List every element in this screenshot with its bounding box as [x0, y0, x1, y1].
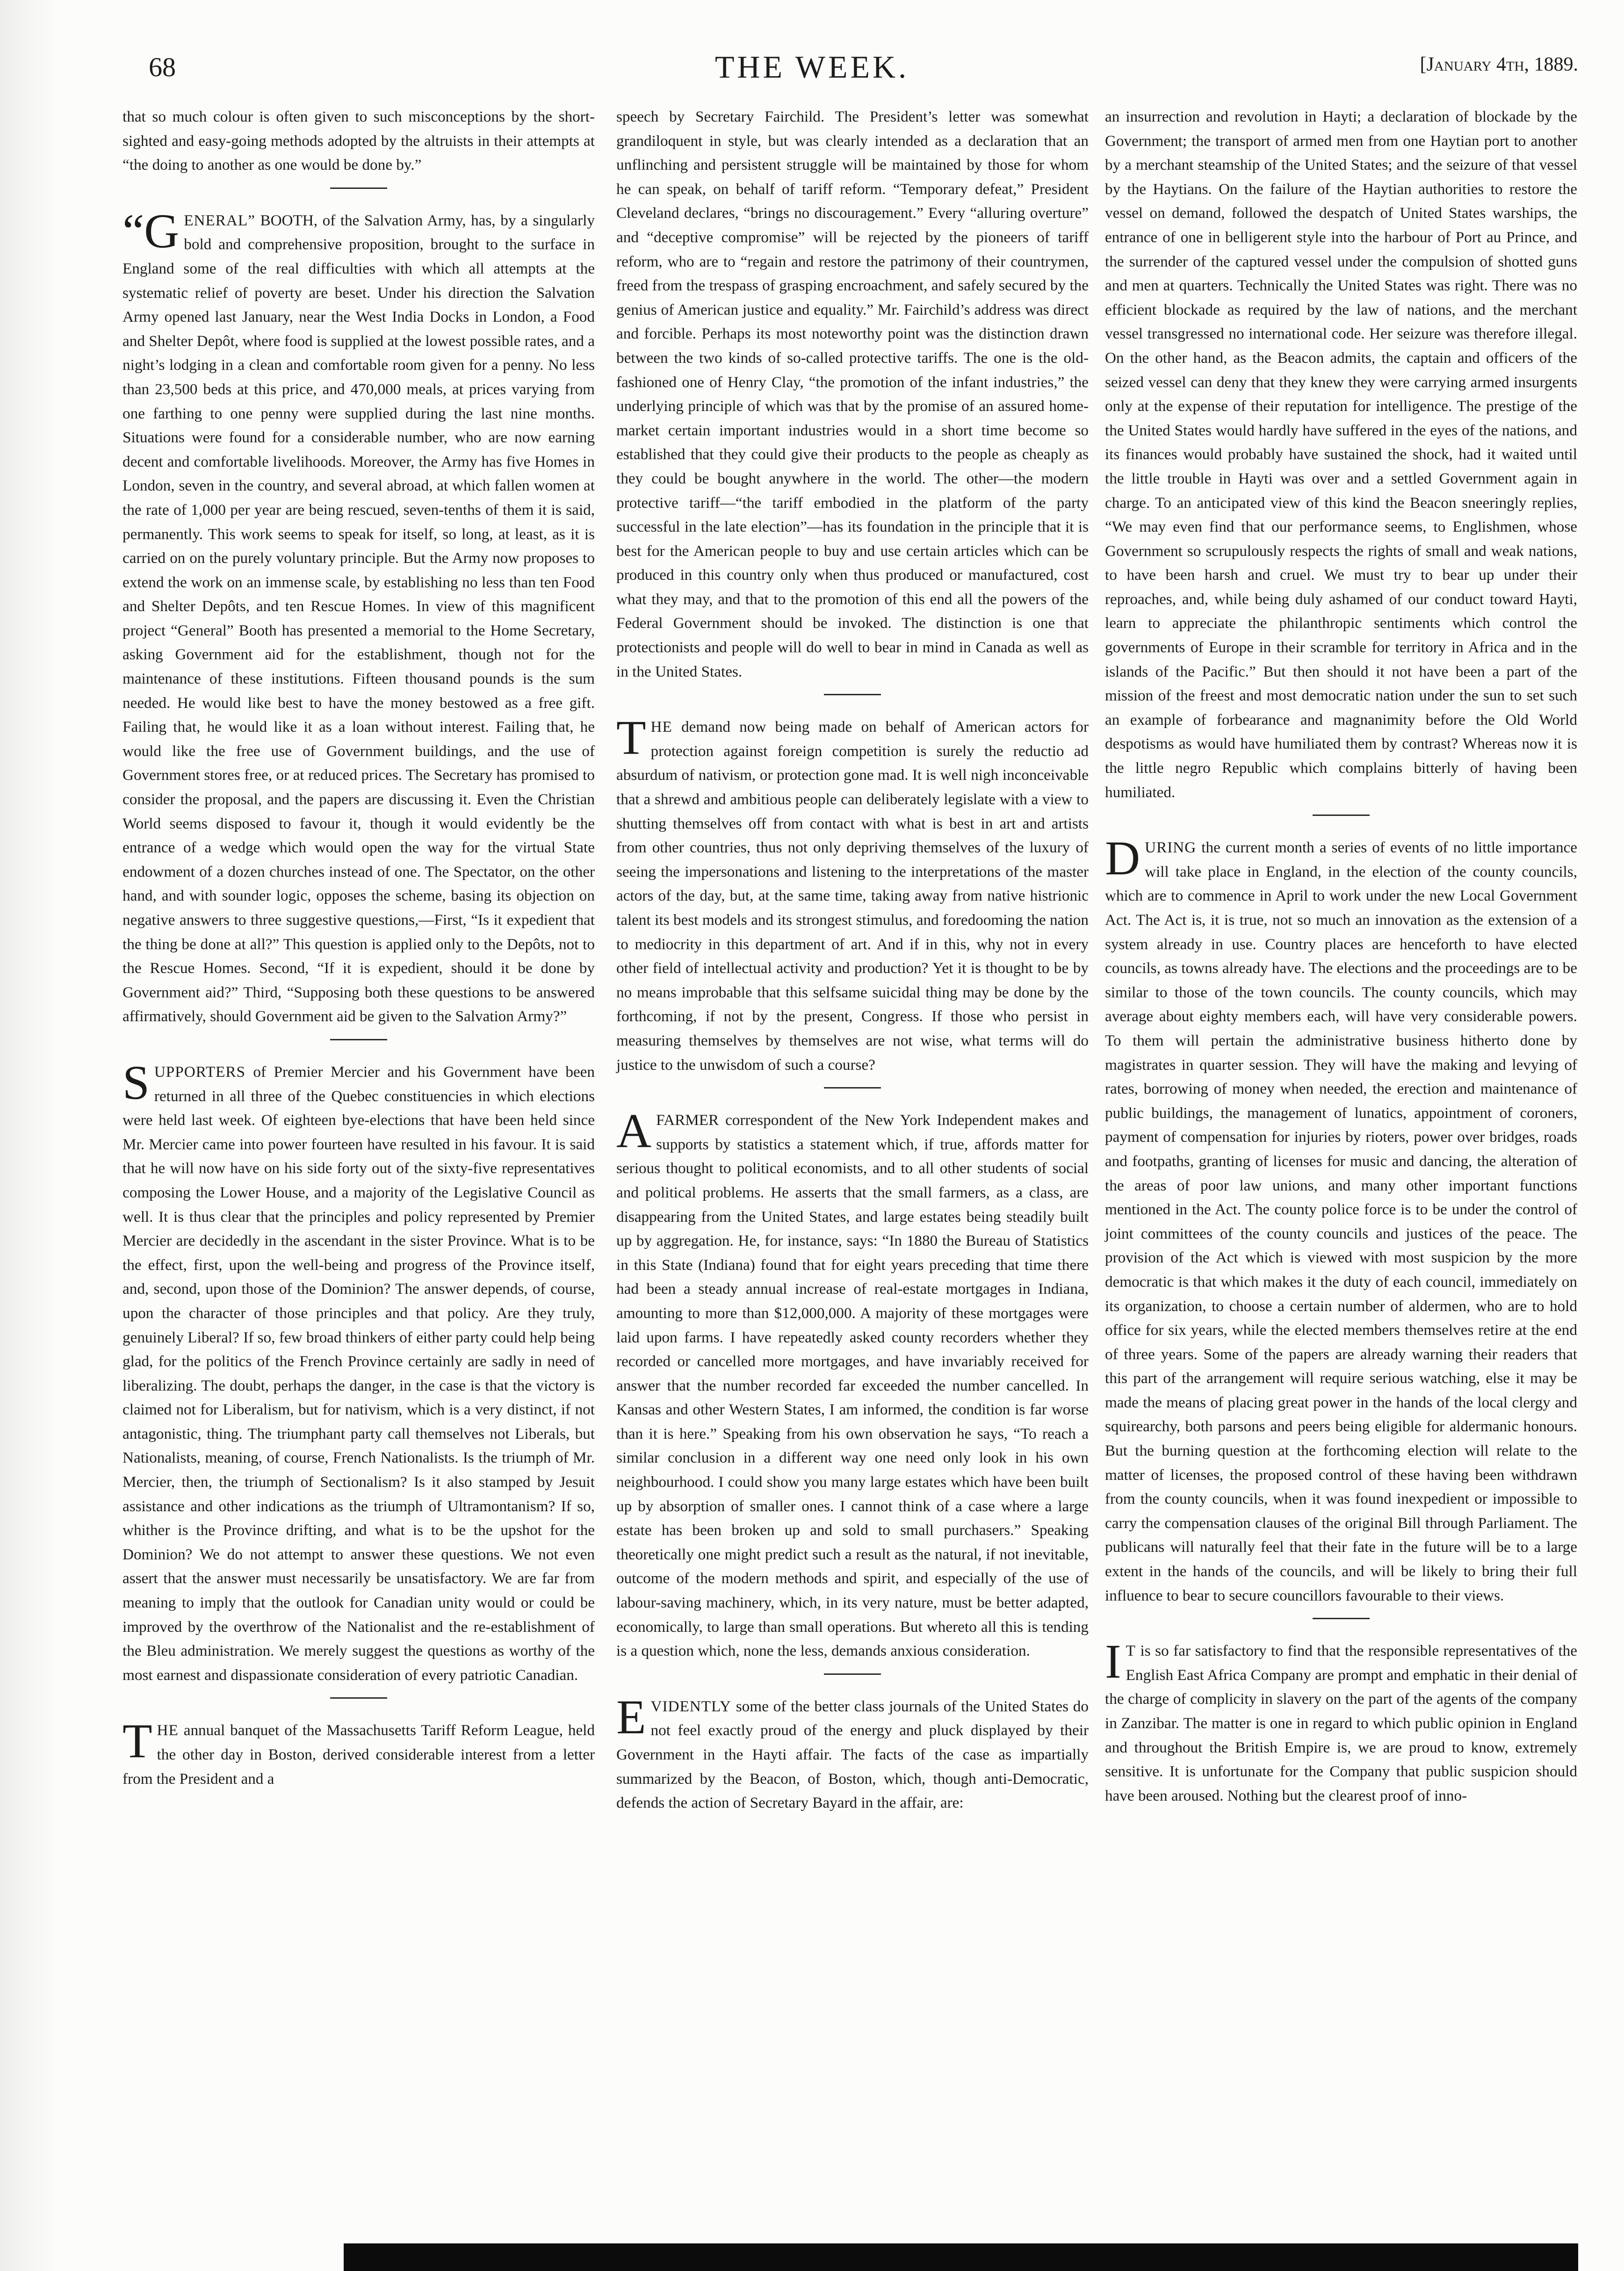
scan-edge-shadow [344, 2243, 1578, 2271]
drop-cap: D [1105, 831, 1140, 886]
article-text: annual banquet of the Massachusetts Tariff Reform League, held the other day in Boston, derived considerable interest from a letter from the President and a [123, 1722, 595, 1788]
article-altruists-continuation [123, 105, 595, 177]
section-divider [824, 1087, 881, 1089]
article-east-africa-company [1105, 1635, 1577, 1808]
article-body [123, 105, 595, 177]
drop-cap: I [1105, 1635, 1121, 1689]
article-body [1105, 105, 1577, 804]
section-divider [330, 1697, 387, 1699]
page-header [0, 33, 1624, 89]
page-number: 68 [149, 52, 176, 82]
drop-cap: T [616, 711, 646, 765]
article-general-booth [123, 204, 595, 1029]
article-farmer-correspondent [616, 1104, 1089, 1663]
section-divider [824, 1673, 881, 1675]
article-text: FARMER correspondent of the New York Independent makes and supports by statistics a statement which, if true, affords matter for serious thought to political economists, and to all other students of social and political problems. He asserts that the small farmers, as a class, are disappearing from the United States, and large estates being steadily built up by aggregation. He, for instance, says: “In 1880 the Bureau of Statistics in this State (Indiana) found that for eight years preceding that time there had been a steady annual increase of real-estate mortgages in Indiana, amounting to more than $12,000,000. A majority of these mortgages were laid upon farms. I have repeatedly asked county recorders whether they recorded or cancelled more mortgages, and have invariably received for answer that the number recorded far exceeded the number cancelled. In Kansas and other Western States, I am informed, the condition is far worse than it is here.” Speaking from his own observation he says, “To reach a similar conclusion in a different way one need only look in his own neighbourhood. I could show you many large estates which have been built up by absorption of smaller ones. I cannot think of a case where a large estate has been broken up and sold to small purchasers.” Speaking theoretically one might predict such a result as the natural, if not inevitable, outcome of the modern methods and spirit, and especially of the use of labour-saving machinery, which, in its very nature, must be better adapted, economically, to large than small operations. But whereto all this is tending is a question which, none the less, demands anxious consideration. [616, 1111, 1089, 1660]
article-premier-mercier [123, 1055, 595, 1687]
article-body [616, 1690, 1089, 1815]
article-american-actors [616, 711, 1089, 1077]
column-2 [616, 105, 1089, 1815]
lead-word: VIDENTLY [650, 1697, 731, 1715]
article-body [123, 204, 595, 1029]
section-divider [1313, 1618, 1370, 1619]
page-edge-shading [0, 0, 56, 2271]
article-text: speech by Secretary Fairchild. The President’s letter was somewhat grandiloquent in style, but was clearly intended as a declaration that an unflinching and persistent struggle will be maintained by those for whom he can speak, on behalf of tariff reform. “Temporary defeat,” President Cleveland declares, “brings no discouragement.” Every “alluring overture” and “deceptive compromise” will be rejected by the pioneers of tariff reform, who are to “regain and restore the patrimony of their countrymen, freed from the trespass of grasping encroachment, and safely secured by the genius of American justice and equality.” Mr. Fairchild’s address was direct and forcible. Perhaps its most noteworthy point was the distinction drawn between the two kinds of so-called protective tariffs. The one is the old-fashioned one of Henry Clay, “the promotion of the infant industries,” the underlying principle of which was that by the promise of an assured home-market certain important industries would in a short time become so established that they could give their products to the people as cheaply as they could be bought anywhere in the world. The other—the modern protective tariff—“the tariff embodied in the platform of the party successful in the late election”—has its foundation in the principle that it is best for the American people to buy and use certain articles which can be produced in this country only when thus produced or manufactured, cost what they may, and that to the promotion of this end all the powers of the Federal Government should be invoked. The distinction is one that protectionists and people will do well to bear in mind in Canada as well as in the United States. [616, 108, 1089, 680]
drop-cap: “G [123, 204, 180, 258]
section-divider [824, 694, 881, 695]
article-body [1105, 1635, 1577, 1808]
section-divider [1313, 815, 1370, 816]
article-text: that so much colour is often given to such misconceptions by the short-sighted and easy-going methods adopted by the altruists in their attempts at “the doing to another as one would be done by.” [123, 108, 595, 174]
article-fairchild-speech [616, 105, 1089, 684]
article-text: of Premier Mercier and his Government have been returned in all three of the Quebec constituencies in which elections were held last week. Of eighteen bye-elections that have been held since Mr. Mercier came into power fourteen have resulted in his favour. It is said that he will now have on his side forty out of the sixty-five representatives composing the Lower House, and a majority of the Legislative Council as well. It is thus clear that the principles and policy represented by Premier Mercier are decidedly in the ascendant in the sister Province. What is to be the effect, first, upon the well-being and progress of the Province itself, and, second, upon those of the Dominion? The answer depends, of course, upon the character of those principles and that policy. Are they truly, genuinely Liberal? If so, few broad thinkers of either party could help being glad, for the politics of the French Province certainly are sadly in need of liberalizing. The doubt, perhaps the danger, in the case is that the victory is claimed not for Liberalism, but for nativism, which is a very distinct, if not antagonistic, thing. The triumphant party call themselves not Liberals, but Nationalists, meaning, of course, French Nationalists. Is the triumph of Mr. Mercier, then, the triumph of Sectionalism? Is it also stamped by Jesuit assistance and other indications as the triumph of Ultramontanism? If so, whither is the Province drifting, and what is to be the upshot for the Dominion? We do not attempt to answer these questions. We not even assert that the answer must necessarily be unsatisfactory. We are far from meaning to imply that the outlook for Canadian unity would or could be improved by the overthrow of the Nationalist and the re-establishment of the Bleu administration. We merely suggest the questions as worthy of the most earnest and dispassionate consideration of every patriotic Canadian. [123, 1063, 595, 1684]
section-divider [330, 187, 387, 189]
article-body [1105, 831, 1577, 1608]
drop-cap: S [123, 1055, 150, 1110]
lead-word: HE [650, 718, 672, 736]
article-tariff-reform-banquet [123, 1714, 595, 1791]
column-1 [123, 105, 595, 1791]
article-text: the current month a series of events of no little importance will take place in England, in the election of the county councils, which are to commence in April to work under the new Local Government Act. The Act is, it is true, not so much an innovation as the extension of a system already in use. Country places are henceforth to have elected councils, as towns already have. The elections and the proceedings are to be similar to those of the town councils. The county councils, which may average about eighty members each, will have very considerable powers. To them will pertain the administrative business hitherto done by magistrates in quarter session. They will have the making and levying of rates, borrowing of money when needed, the erection and maintenance of public buildings, the management of lunatics, appointment of coroners, payment of compensation for injuries by rioters, power over bridges, roads and footpaths, granting of licenses for music and dancing, the alteration of the areas of poor law unions, and many other important functions mentioned in the Act. The county police force is to be under the control of joint committees of the county councils and justices of the peace. The provision of the Act which is viewed with most suspicion by the more democratic is that which makes it the duty of each council, immediately on its organization, to choose a certain number of aldermen, who are to hold office for six years, while the elected members themselves retire at the end of three years. Some of the papers are already warning their readers that this part of the arrangement will require serious watching, else it may be made the means of placing great power in the hands of the local clergy and squirearchy, both parsons and peers being eligible for aldermanic honours. But the burning question at the forthcoming election will relate to the matter of licenses, the proposed control of these having been withdrawn from the county councils, when it was found inexpedient or impossible to carry the compensation clauses of the original Bill through Parliament. The publicans will naturally feel that their fate in the future will be to a large extent in the hands of the councils, and will be likely to bring their full influence to bear to secure councillors favourable to their views. [1105, 839, 1577, 1604]
drop-cap: A [616, 1104, 652, 1158]
article-body [616, 1104, 1089, 1663]
article-body [123, 1055, 595, 1687]
article-text: BOOTH, of the Salvation Army, has, by a singularly bold and comprehensive proposition, brought to the surface in England some of the real difficulties with which all attempts at the systematic relief of poverty are beset. Under his direction the Salvation Army opened last January, near the West India Docks in London, a Food and Shelter Depôt, where food is supplied at the lowest possible rates, and a night’s lodging in a clean and comfortable room given for a penny. No less than 23,500 beds at this price, and 470,000 meals, at prices varying from one farthing to one penny were supplied during the last nine months. Situations were found for a considerable number, who are now earning decent and comfortable livelihoods. Moreover, the Army has five Homes in London, seven in the country, and several abroad, at which fallen women at the rate of 1,000 per year are being rescued, seven-tenths of them it is said, permanently. This work seems to speak for itself, so long, at least, as it is carried on on the purely voluntary principle. But the Army now proposes to extend the work on an immense scale, by establishing no less than ten Food and Shelter Depôts, and ten Rescue Homes. In view of this magnificent project “General” Booth has presented a memorial to the Home Secretary, asking Government aid for the establishment, though not for the maintenance of these institutions. Fifteen thousand pounds is the sum needed. He would like best to have the money bestowed as a free gift. Failing that, he would like it as a loan without interest. Failing that, he would like the free use of Government buildings, and the use of Government stores free, or at reduced prices. The Secretary has promised to consider the proposal, and the papers are discussing it. Even the Christian World seems disposed to favour it, though it would evidently be the entrance of a wedge which would open the way for the virtual State endowment of a dozen churches instead of one. The Spectator, on the other hand, and with sounder logic, opposes the scheme, basing its objection on negative answers to three suggestive questions,—First, “Is it expedient that the thing be done at all?” This question is applied only to the Depôts, not to the Rescue Homes. Second, “If it is expedient, should it be done by Government aid?” Third, “Supposing both these questions to be answered affirmatively, should Government aid be given to the Salvation Army?” [123, 211, 595, 1025]
column-3 [1105, 105, 1577, 1808]
article-text: demand now being made on behalf of American actors for protection against foreign competition is surely the reductio ad absurdum of nativism, or protection gone mad. It is well nigh inconceivable that a shrewd and ambitious people can deliberately legislate with a view to shutting themselves off from contact with what is best in art and artists from other countries, thus not only depriving themselves of the luxury of seeing the impersonations and listening to the interpretations of the master actors of the day, but, at the same time, taking away from native histrionic talent its best models and its strongest stimulus, and foredooming the nation to mediocrity in this department of art. And if in this, why not in every other field of intellectual activity and production? Yet it is thought to be by no means improbable that this selfsame suicidal thing may be done by the forthcoming, if not by the present, Congress. If those who persist in measuring themselves by themselves are not wise, what terms will do justice to the unwisdom of such a course? [616, 718, 1089, 1074]
lead-word: UPPORTERS [154, 1063, 245, 1081]
lead-word: ENERAL” [184, 211, 255, 229]
article-text: an insurrection and revolution in Hayti; a declaration of blockade by the Government; the transport of armed men from one Haytian port to another by a merchant steamship of the United States; and the seizure of that vessel by the Haytians. On the failure of the Haytian authorities to restore the vessel on demand, followed the despatch of United States warships, the entrance of one in belligerent style into the harbour of Port au Prince, and the surrender of the captured vessel under the compulsion of shotted guns and men at quarters. Technically the United States was right. There was no efficient blockade as required by the law of nations, and the merchant vessel transgressed no international code. Her seizure was therefore illegal. On the other hand, as the Beacon admits, the captain and officers of the seized vessel can deny that they knew they were carrying armed insurgents only at the expense of their reputation for intelligence. The prestige of the the United States would hardly have suffered in the eyes of the nations, and its finances would probably have sustained the shock, had it waited until the little trouble in Hayti was over and a settled Government again in charge. To an anticipated view of this kind the Beacon sneeringly replies, “We may even find that our performance seems, to Englishmen, whose Government so scrupulously respects the rights of small and weak nations, to have been harsh and cruel. We must try to bear up under their reproaches, and, while being duly ashamed of our conduct toward Hayti, learn to appreciate the philanthropic sentiments which control the governments of Europe in their scramble for territory in Africa and in the islands of the Pacific.” But then should it not have been a part of the mission of the freest and most democratic nation under the sun to set such an example of forbearance and magnanimity before the Old World despotisms as would have humiliated them by contrast? Whereas now it is the little negro Republic which complains bitterly of having been humiliated. [1105, 108, 1577, 801]
article-body [616, 711, 1089, 1077]
article-hayti-affair [616, 1690, 1089, 1815]
article-county-councils [1105, 831, 1577, 1608]
drop-cap: T [123, 1714, 152, 1768]
drop-cap: E [616, 1690, 646, 1744]
article-text: some of the better class journals of the United States do not feel exactly proud of the energy and pluck displayed by their Government in the Hayti affair. The facts of the case as impartially summarized by the Beacon, of Boston, which, though anti-Democratic, defends the action of Secretary Bayard in the affair, are: [616, 1697, 1089, 1812]
article-text: is so far satisfactory to find that the responsible representatives of the English East Africa Company are prompt and emphatic in their denial of the charge of complicity in slavery on the part of the agents of the company in Zanzibar. The matter is one in regard to which public opinion in England and throughout the British Empire is, we are proud to know, extremely sensitive. It is unfortunate for the Company that public suspicion should have been aroused. Nothing but the clearest proof of inno- [1105, 1642, 1577, 1804]
article-body [123, 1714, 595, 1791]
article-hayti-continuation [1105, 105, 1577, 804]
section-divider [330, 1039, 387, 1040]
article-body [616, 105, 1089, 684]
issue-date: [January 4th, 1889. [1420, 54, 1578, 75]
lead-word: T [1126, 1642, 1136, 1660]
lead-word: URING [1145, 839, 1197, 857]
journal-title: THE WEEK. [715, 49, 909, 85]
lead-word: HE [157, 1722, 179, 1739]
